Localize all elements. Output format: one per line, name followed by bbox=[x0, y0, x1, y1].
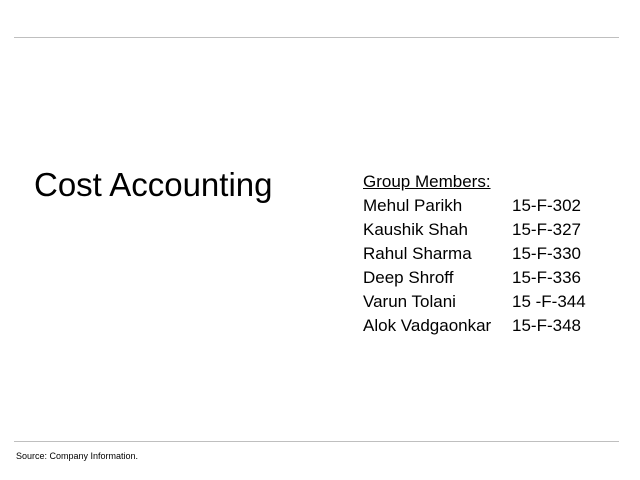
member-id: 15-F-330 bbox=[512, 244, 581, 263]
slide-title: Cost Accounting bbox=[34, 166, 273, 203]
group-members-list bbox=[363, 170, 586, 338]
source-note: Source: Company Information. bbox=[16, 451, 139, 461]
member-name: Alok Vadgaonkar bbox=[363, 316, 492, 335]
member-row bbox=[363, 290, 586, 314]
member-name: Rahul Sharma bbox=[363, 244, 472, 263]
member-name: Deep Shroff bbox=[363, 268, 454, 287]
member-row bbox=[363, 218, 581, 242]
member-id: 15-F-327 bbox=[512, 220, 581, 239]
top-divider bbox=[14, 37, 619, 38]
member-row bbox=[363, 242, 581, 266]
group-members-heading: Group Members: bbox=[363, 172, 491, 191]
member-row bbox=[363, 194, 581, 218]
bottom-divider bbox=[14, 441, 619, 442]
member-name: Kaushik Shah bbox=[363, 220, 468, 239]
member-id: 15-F-336 bbox=[512, 268, 581, 287]
member-row bbox=[363, 314, 581, 338]
member-name: Varun Tolani bbox=[363, 292, 456, 311]
member-id: 15 -F-344 bbox=[512, 292, 586, 311]
member-name: Mehul Parikh bbox=[363, 196, 463, 215]
member-id: 15-F-348 bbox=[512, 316, 581, 335]
member-row bbox=[363, 266, 581, 290]
member-id: 15-F-302 bbox=[512, 196, 581, 215]
